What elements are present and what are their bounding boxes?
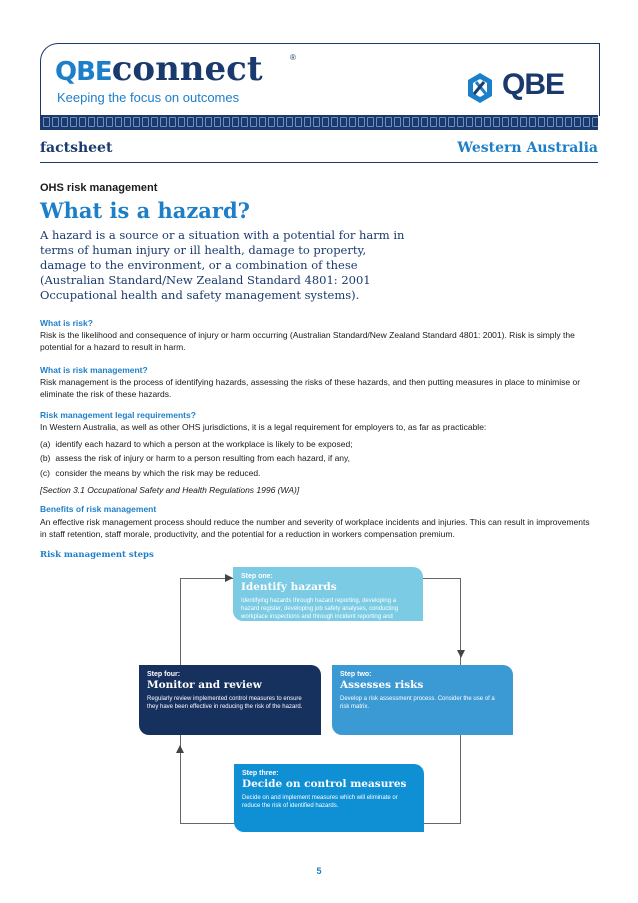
qbe-brand-text: QBE <box>502 68 565 101</box>
registered-mark: ® <box>290 53 296 62</box>
step-description: Decide on and implement measures which will eliminate or reduce the risk of identified hazards. <box>242 795 398 809</box>
step-number: Step three: <box>242 770 279 777</box>
step-number: Step one: <box>241 573 273 580</box>
paragraph-benefits: An effective risk management process should reduce the number and severity of workplace incidents and injuries. This can result in improvements in staff retention, staff morale, productivity, and the potential for a reduction in workers compensation premium. <box>40 517 590 539</box>
article-kicker: OHS risk management <box>40 182 158 194</box>
step-three-box <box>234 764 424 832</box>
heading-benefits: Benefits of risk management <box>40 504 157 514</box>
list-text: identify each hazard to which a person at the workplace is likely to be exposed; <box>55 439 353 449</box>
intro-paragraph: A hazard is a source or a situation with a potential for harm in terms of human injury or ill health, damage to property, damage to the environment, or a combination of these (Australian Standard/New Zealand Standard 4801: 2001 Occupational health and safety management systems). <box>40 228 405 302</box>
arrow-down-right <box>457 650 465 658</box>
arrow-up-left <box>176 745 184 753</box>
logo-main: connect <box>111 49 263 89</box>
step-description: Identifying hazards through hazard reporting, developing a hazard register, developing job safety analyses, conducting workplace inspections and through incident reporting and investigation. <box>241 598 399 628</box>
step-description: Develop a risk assessment process. Consider the use of a risk matrix. <box>340 696 495 710</box>
list-label: (a) <box>40 439 51 449</box>
paragraph-risk-management: Risk management is the process of identifying hazards, assessing the risks of these hazards, and then putting measures in place to minimise or eliminate the risk of these hazards. <box>40 377 581 399</box>
heading-steps: Risk management steps <box>40 550 154 560</box>
list-label: (b) <box>40 453 51 463</box>
step-two-box <box>332 665 513 735</box>
step-number: Step two: <box>340 671 372 678</box>
citation: [Section 3.1 Occupational Safety and Health Regulations 1996 (WA)] <box>40 485 300 495</box>
heading-what-is-risk: What is risk? <box>40 318 93 328</box>
heading-legal: Risk management legal requirements? <box>40 410 196 420</box>
paragraph-legal: In Western Australia, as well as other OHS jurisdictions, it is a legal requirement for employers to, as far as practicable: <box>40 422 487 432</box>
step-title: Monitor and review <box>147 679 262 691</box>
step-number: Step four: <box>147 671 181 678</box>
step-description: Regularly review implemented control measures to ensure they have been effective in reducing the risk of the hazard. <box>147 696 303 710</box>
paragraph-risk: Risk is the likelihood and consequence of injury or harm occurring (Australian Standard/New Zealand Standard 4801: 2001). Risk is simply the potential for a hazard to result in harm. <box>40 330 575 352</box>
logo-prefix: QBE <box>55 57 112 87</box>
page-number: 5 <box>316 866 322 876</box>
arrow-right-top <box>225 574 233 582</box>
section-label: factsheet <box>40 140 113 156</box>
tagline: Keeping the focus on outcomes <box>57 90 240 105</box>
step-title: Assesses risks <box>340 679 424 691</box>
step-four-box <box>139 665 321 735</box>
list-label: (c) <box>40 468 50 478</box>
step-title: Decide on control measures <box>242 778 407 790</box>
article-title: What is a hazard? <box>40 198 250 223</box>
heading-risk-management: What is risk management? <box>40 365 148 375</box>
region-label: Western Australia <box>457 140 598 156</box>
list-text: assess the risk of injury or harm to a person resulting from each hazard, if any, <box>55 453 351 463</box>
step-one-box <box>233 567 423 628</box>
list-text: consider the means by which the risk may be reduced. <box>55 468 261 478</box>
step-title: Identify hazards <box>241 581 337 593</box>
